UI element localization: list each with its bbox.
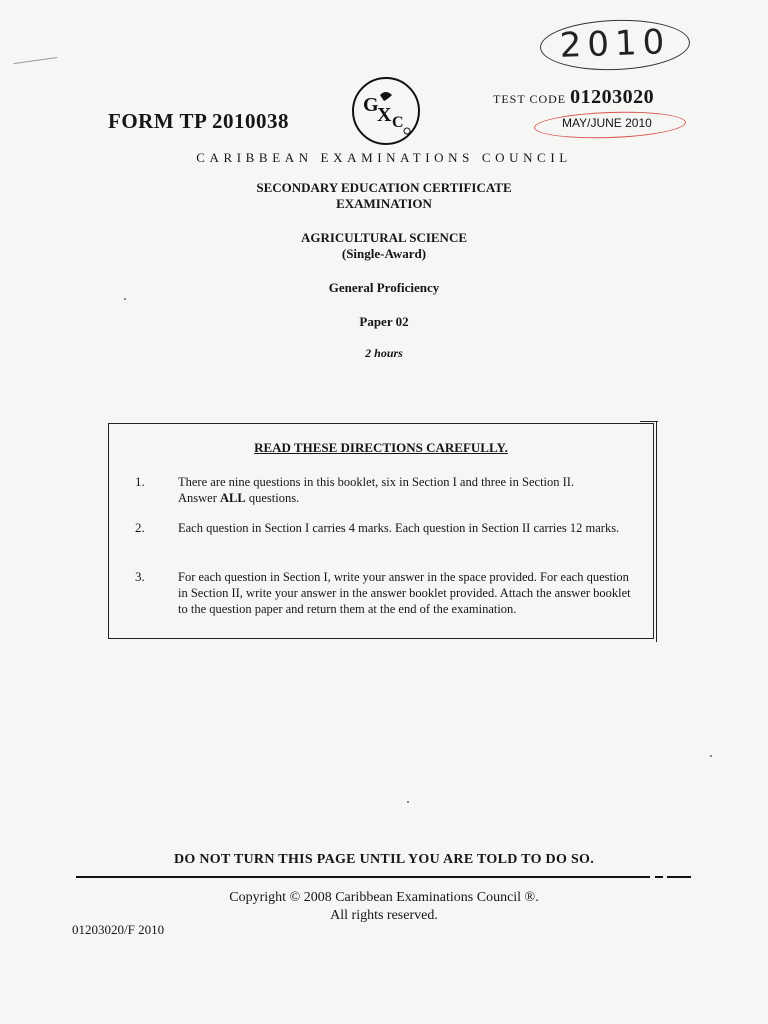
direction-text: For each question in Section I, write your answer in the space provided. For each question in Section II, write your answer in the answer booklet provided. Attach the answer booklet to the question paper and return them at the end of the examination. [178,570,631,616]
box-shadow-edge [656,421,657,642]
copyright-notice: Copyright © 2008 Caribbean Examinations Council ®. [229,890,539,905]
handwritten-year-annotation: 2010 [539,17,691,72]
svg-text:C: C [392,114,404,131]
divider-rule [667,876,691,878]
stray-pen-mark [14,57,59,72]
cxc-logo-icon [350,75,422,147]
paper-speck [710,755,712,757]
svg-text:X: X [377,104,392,126]
direction-emphasis: ALL [220,491,246,505]
test-code-number: 01203020 [570,86,655,108]
exam-duration: 2 hours [365,346,403,360]
exam-session: MAY/JUNE 2010 [562,116,652,130]
proficiency-level: General Proficiency [328,280,440,295]
document-code: 01203020/F 2010 [72,922,165,937]
svg-text:G: G [363,94,379,116]
direction-text: Each question in Section I carries 4 marks. Each question in Section II carries 12 marks. [178,521,620,535]
direction-number: 1. [135,474,145,489]
form-number: FORM TP 2010038 [108,109,289,133]
divider-rule [655,876,663,878]
paper-number: Paper 02 [359,314,409,329]
paper-speck [124,298,126,300]
direction-line: questions. [245,491,300,505]
do-not-turn-warning: DO NOT TURN THIS PAGE UNTIL YOU ARE TOLD TO DO SO. [173,852,595,867]
directions-title: READ THESE DIRECTIONS CAREFULLY. [254,440,508,455]
copyright-block [0,889,768,925]
award-type: (Single-Award) [341,246,427,261]
test-code-label: TEST CODE [493,92,567,106]
certificate-title-line2: EXAMINATION [336,196,432,211]
direction-text [178,474,640,506]
direction-line: Answer [178,491,221,505]
direction-number: 3. [135,569,145,584]
rights-reserved: All rights reserved. [330,908,438,923]
paper-speck [407,801,409,803]
direction-number: 2. [135,520,145,535]
direction-line: There are nine questions in this booklet, six in Section I and three in Section II. [178,475,575,489]
council-name: CARIBBEAN EXAMINATIONS COUNCIL [196,150,572,165]
test-code [493,86,654,109]
divider-rule [76,876,650,878]
certificate-title-line1: SECONDARY EDUCATION CERTIFICATE [256,180,512,195]
subject-title: AGRICULTURAL SCIENCE [300,230,468,245]
